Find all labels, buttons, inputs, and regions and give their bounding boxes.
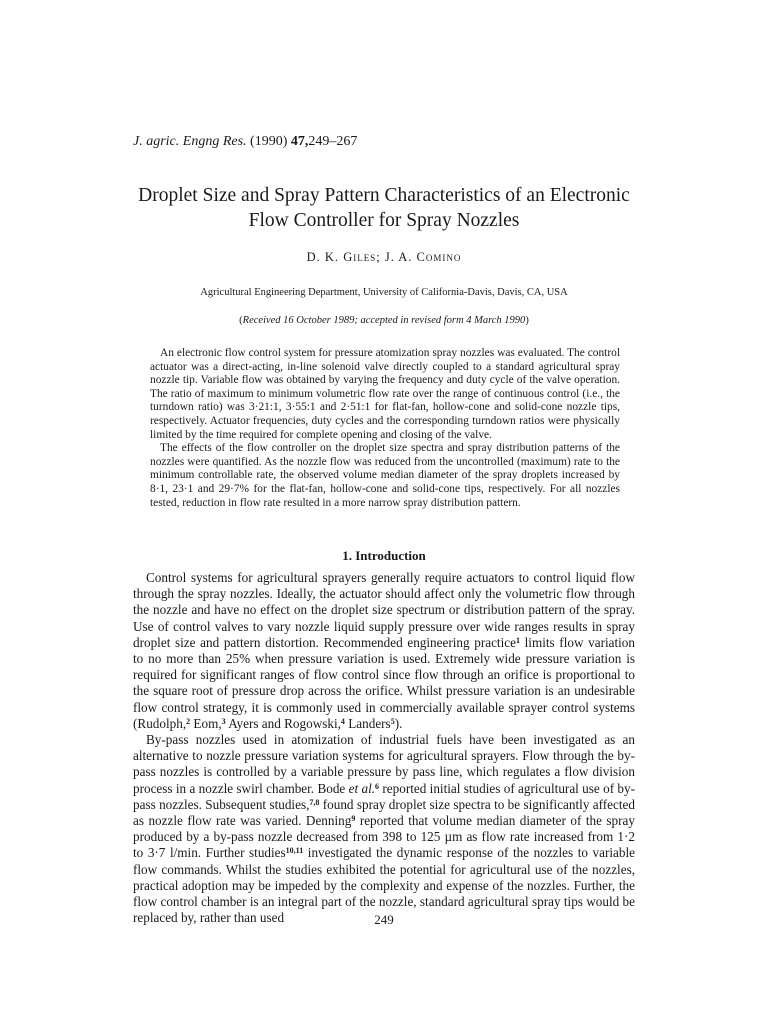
reference-marker: 10,11: [285, 846, 304, 856]
reference-marker: 1: [515, 635, 520, 645]
text-run: By-pass nozzles used in atomization of industrial fuels have been investigated as an alternative to nozzle pressure variation systems for agricultural sprayers. Flow through the by-pass nozzles is controlled by a variable pressure by pass line, which regulates a flow division process in a nozzle swirl chamber. Bode: [133, 732, 635, 796]
paper-title: [100, 183, 668, 233]
reference-marker: 6: [375, 781, 380, 791]
author-affiliation: Agricultural Engineering Department, University of California-Davis, Davis, CA, USA: [200, 287, 568, 298]
et-al: et al.: [348, 780, 376, 796]
reference-marker: 2: [186, 716, 191, 726]
text-run: Eom,: [190, 715, 222, 731]
reference-marker: 3: [221, 716, 226, 726]
text-run: Landers: [344, 715, 391, 731]
text-run: investigated the dynamic response of the nozzles to variable flow commands. Whilst the studies exhibited the potential for agricultural use of the nozzles, practical adoption may be impeded by the complexity and expense of the nozzles. Further, the flow control chamber is an integral part of the nozzle, standard agricultural spray tips would be replaced by, rather than used: [133, 845, 636, 926]
author-list: [0, 250, 768, 265]
page-number: 249: [374, 912, 394, 927]
author-1-surname: Giles: [343, 250, 377, 264]
received-close-paren: ): [525, 315, 529, 326]
paper-title-line-1: Droplet Size and Spray Pattern Characteristics of an Electronic: [138, 185, 630, 206]
journal-volume: 47,: [290, 134, 309, 149]
text-run: Control systems for agricultural sprayers generally require actuators to control liquid flow through the spray nozzles. Ideally, the actuator should affect only the volumetric flow through the nozzle and have no effect on the droplet size spectrum or distribution pattern of the spray. Use of control valves to vary nozzle liquid supply pressure over wide ranges results in spray droplet size and pattern distortion. Recommended engineering practice: [133, 570, 635, 650]
author-2-surname: Comino: [416, 250, 462, 264]
journal-name: J. agric. Engng Res.: [133, 134, 247, 149]
text-run: limits flow variation to no more than 25% when pressure variation is used. Extremely wide pressure variation is required for significant ranges of flow control since flow through an orifice is proportional to the square root of pressure drop across the orifice. Whilst pressure variation is an undesirable flow control strategy, it is commonly used in commercially available sprayer control systems (Rudolph,: [133, 634, 635, 731]
received-dates: [0, 315, 768, 326]
received-open-paren: (: [239, 315, 243, 326]
text-run: found spray droplet size spectra to be significantly affected as nozzle flow rate was varied. Denning: [133, 796, 635, 829]
abstract: [150, 347, 620, 510]
introduction-body: [133, 570, 635, 926]
introduction-paragraph-1: [133, 570, 635, 732]
section-heading-introduction: 1. Introduction: [342, 548, 426, 563]
received-text: Received 16 October 1989; accepted in revised form 4 March 1990: [242, 315, 526, 326]
text-run: reported initial studies of agricultural use of by-pass nozzles. Subsequent studies,: [133, 780, 636, 812]
author-1-initials: D. K.: [306, 250, 344, 264]
reference-marker: 9: [351, 814, 356, 824]
author-2-initials: J. A.: [384, 250, 417, 264]
reference-marker: 7,8: [309, 797, 320, 807]
journal-pages: 249–267: [308, 134, 358, 149]
text-run: reported that volume median diameter of the spray produced by a by-pass nozzle decreased from 398 to 125 µm as flow rate increased from 1·2 to 3·7 l/min. Further studies: [133, 813, 635, 861]
reference-marker: 5: [390, 716, 395, 726]
text-run: Ayers and Rogowski,: [225, 715, 341, 731]
author-separator: ;: [376, 250, 385, 264]
introduction-paragraph-2: [133, 732, 635, 926]
journal-citation: [133, 134, 357, 150]
abstract-paragraph-1: An electronic flow control system for pressure atomization spray nozzles was evaluated. The control actuator was a direct-acting, in-line solenoid valve directly coupled to a standard agricultural spray nozzle tip. Variable flow was obtained by varying the frequency and duty cycle of the valve operation. The ratio of maximum to minimum volumetric flow rate over the range of continuous control (i.e., the turndown ratio) was 3·21:1, 3·55:1 and 2·51:1 for flat-fan, hollow-cone and solid-cone nozzle tips, respectively. Actuator frequencies, duty cycles and the corresponding turndown ratios were physically limited by the time required for complete opening and closing of the valve.: [150, 347, 620, 441]
reference-marker: 4: [340, 716, 345, 726]
journal-year: (1990): [250, 134, 288, 149]
abstract-paragraph-2: The effects of the flow controller on the droplet size spectra and spray distribution patterns of the nozzles were quantified. As the nozzle flow was reduced from the uncontrolled (maximum) rate to the minimum controllable rate, the observed volume median diameter of the spray droplets increased by 8·1, 23·1 and 29·7% for the flat-fan, hollow-cone and solid-cone tips, respectively. For all nozzles tested, reduction in flow rate resulted in a more narrow spray distribution pattern.: [150, 442, 620, 509]
paper-title-line-2: Flow Controller for Spray Nozzles: [248, 210, 520, 231]
text-run: ).: [394, 715, 403, 731]
